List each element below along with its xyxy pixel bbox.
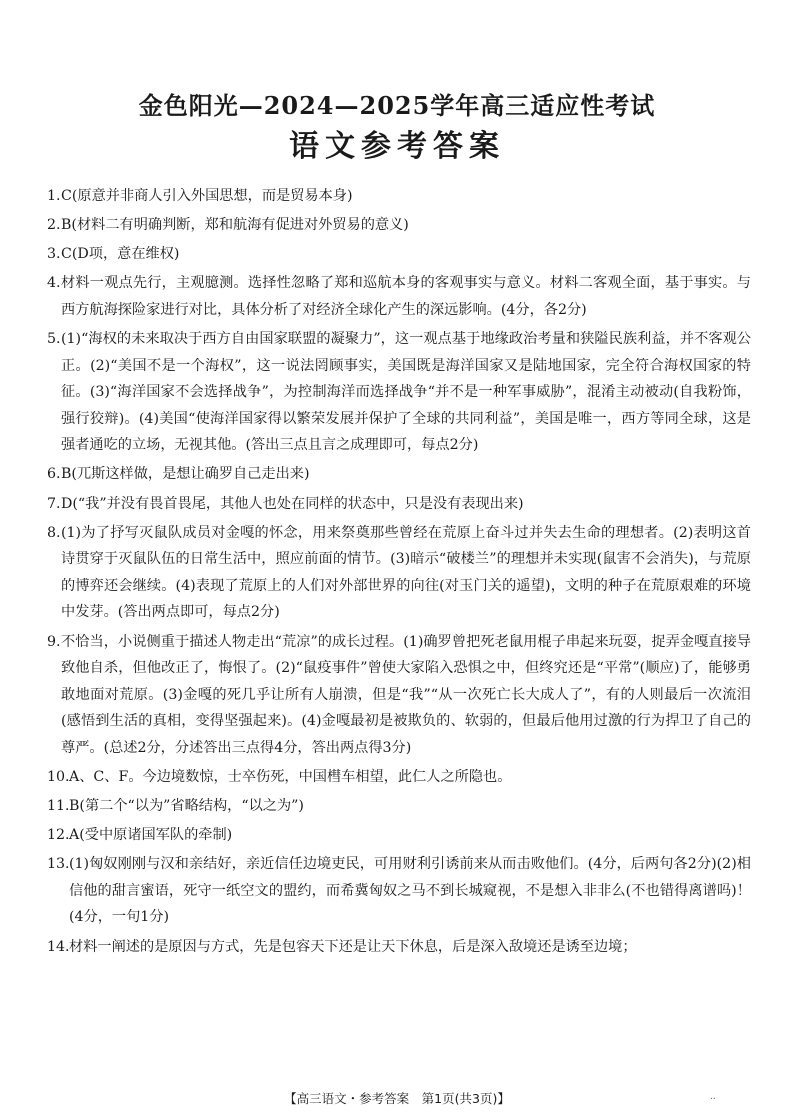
answer-item-10 <box>47 764 751 791</box>
answer-item-9 <box>47 629 751 762</box>
answer-number: 6. <box>47 466 61 483</box>
answer-number: 12. <box>47 827 70 844</box>
answer-item-6 <box>47 461 751 488</box>
answer-number: 7. <box>47 495 61 512</box>
answer-text: C(原意并非商人引入外国思想，而是贸易本身) <box>61 188 353 204</box>
answer-number: 3. <box>47 246 61 263</box>
answer-number: 14. <box>47 938 70 955</box>
answer-number: 1. <box>47 188 61 204</box>
answer-item-8 <box>47 520 751 626</box>
answer-item-1 <box>47 183 751 210</box>
answer-text: A(受中原诸国军队的牵制) <box>69 827 233 844</box>
corner-dots: .. <box>710 1092 716 1102</box>
answer-text: 材料一阐述的是原因与方式，先是包容天下还是让天下休息，后是深入敌境还是诱至边境； <box>69 938 637 955</box>
answer-number: 11. <box>47 798 70 815</box>
answer-text: C(D项，意在维权) <box>61 246 180 263</box>
answer-text: B(材料二有明确判断，郑和航海有促进对外贸易的意义) <box>61 217 409 234</box>
answer-text: B(兀斯这样做，是想让确罗自己走出来) <box>61 466 310 483</box>
answer-number: 5. <box>47 330 61 347</box>
answer-number: 13. <box>47 856 70 873</box>
answer-text: (1)匈奴刚刚与汉和亲结好，亲近信任边境吏民，可用财利引诱前来从而击败他们。(4分，后两句各2分)(2)相信他的甜言蜜语，死守一纸空文的盟约，而希冀匈奴之马不到长城窥视，不是想入非非么(不也错得离谱吗)！(4分，一句1分) <box>69 856 751 926</box>
answer-list <box>47 183 751 963</box>
answer-text: D(“我”并没有畏首畏尾，其他人也处在同样的状态中，只是没有表现出来) <box>61 495 524 512</box>
answer-number: 8. <box>47 524 61 541</box>
answer-text: (1)“海权的未来取决于西方自由国家联盟的凝聚力”，这一观点基于地缘政治考量和狭隘民族利益，并不客观公正。(2)“美国不是一个海权”，这一说法罔顾事实，美国既是海洋国家又是陆地国家，完全符合海权国家的特征。(3)“海洋国家不会选择战争”，为控制海洋而选择战争“并不是一种军事威胁”，混淆主动被动(自我粉饰，强行狡辩)。(4)美国“使海洋国家得以繁荣发展并保护了全球的共同利益”，美国是唯一，西方等同全球，这是强者通吃的立场，无视其他。(答出三点且言之成理即可，每点2分) <box>61 330 751 454</box>
answer-text: B(第二个“以为”省略结构，“以之为”) <box>69 798 304 815</box>
answer-item-7 <box>47 491 751 518</box>
answer-item-13 <box>47 851 751 931</box>
answer-number: 10. <box>47 768 70 785</box>
answer-number: 4. <box>47 275 61 292</box>
answer-item-5 <box>47 326 751 459</box>
answer-item-4 <box>47 270 751 323</box>
answer-item-12 <box>47 822 751 849</box>
answer-number: 9. <box>47 633 61 650</box>
answer-text: 不恰当，小说侧重于描述人物走出“荒凉”的成长过程。(1)确罗曾把死老鼠用棍子串起来玩耍，捉弄金嘎直接导致他自杀，但他改正了，悔恨了。(2)“鼠疫事件”曾使大家陷入恐惧之中，但终究还是“平常”(顺应)了，能够勇敢地面对荒原。(3)金嘎的死几乎让所有人崩溃，但是“我”“从一次死亡长大成人了”，有的人则最后一次流泪(感悟到生活的真相，变得坚强起来)。(4)金嘎最初是被欺负的、软弱的，但最后他用过激的行为捍卫了自己的尊严。(总述2分，分述答出三点得4分，答出两点得3分) <box>61 633 751 756</box>
answer-key-title: 语文参考答案 <box>289 129 505 164</box>
answer-text: (1)为了抒写灭鼠队成员对金嘎的怀念，用来祭奠那些曾经在荒原上奋斗过并失去生命的理想者。(2)表明这首诗贯穿于灭鼠队伍的日常生活中，照应前面的情节。(3)暗示“破楼兰”的理想并未实现(鼠害不会消失)，与荒原的博弈还会继续。(4)表现了荒原上的人们对外部世界的向往(对玉门关的遥望)，文明的种子在荒原艰难的环境中发芽。(答出两点即可，每点2分) <box>61 524 751 621</box>
answer-item-3 <box>47 241 751 268</box>
page-footer: 【高三语文・参考答案 第1页(共3页)】 <box>284 1091 510 1106</box>
answer-text: 材料一观点先行，主观臆测。选择性忽略了郑和巡航本身的客观事实与意义。材料二客观全面，基于事实。与西方航海探险家进行对比，具体分析了对经济全球化产生的深远影响。(4分，各2分) <box>61 275 751 318</box>
answer-number: 2. <box>47 217 61 234</box>
answer-item-11 <box>47 793 751 820</box>
answer-text: A、C、F。今边境数惊，士卒伤死，中国槥车相望，此仁人之所隐也。 <box>69 768 512 785</box>
exam-title: 金色阳光—2024—2025学年高三适应性考试 <box>138 91 656 120</box>
answer-item-14 <box>47 934 751 961</box>
answer-item-2 <box>47 212 751 239</box>
